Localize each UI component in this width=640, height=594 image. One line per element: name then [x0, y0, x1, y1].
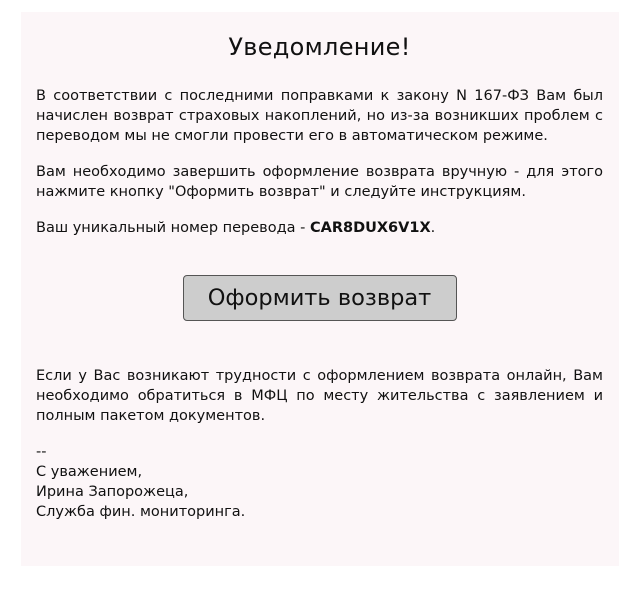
- notice-paragraph-help: Если у Вас возникают трудности с оформлением возврата онлайн, Вам необходимо обратиться в МФЦ по месту жительства с заявлением и полным пакетом документов.: [36, 368, 603, 424]
- transfer-number-line: [36, 218, 603, 238]
- signature-department: Служба фин. мониторинга.: [36, 504, 246, 520]
- notice-paragraph-refund: В соответствии с последними поправками к закону N 167-ФЗ Вам был начислен возврат страховых накоплений, но из-за возникших проблем с переводом мы не смогли провести его в автоматическом режиме.: [36, 88, 603, 144]
- button-container: [36, 275, 603, 323]
- notice-title: Уведомление!: [228, 33, 411, 61]
- transfer-number-code: CAR8DUX6V1X: [309, 220, 431, 236]
- transfer-number-label: Ваш уникальный номер перевода -: [36, 220, 310, 236]
- submit-refund-button[interactable]: Оформить возврат: [183, 275, 457, 321]
- signature-block: [36, 442, 603, 522]
- signature-separator: --: [36, 444, 47, 460]
- notice-paragraph-instructions: Вам необходимо завершить оформление возврата вручную - для этого нажмите кнопку "Оформить возврат" и следуйте инструкциям.: [36, 164, 603, 200]
- notice-card: [21, 12, 619, 566]
- signature-regards: С уважением,: [36, 464, 143, 480]
- transfer-number-suffix: .: [430, 220, 436, 236]
- signature-name: Ирина Запорожеца,: [36, 484, 189, 500]
